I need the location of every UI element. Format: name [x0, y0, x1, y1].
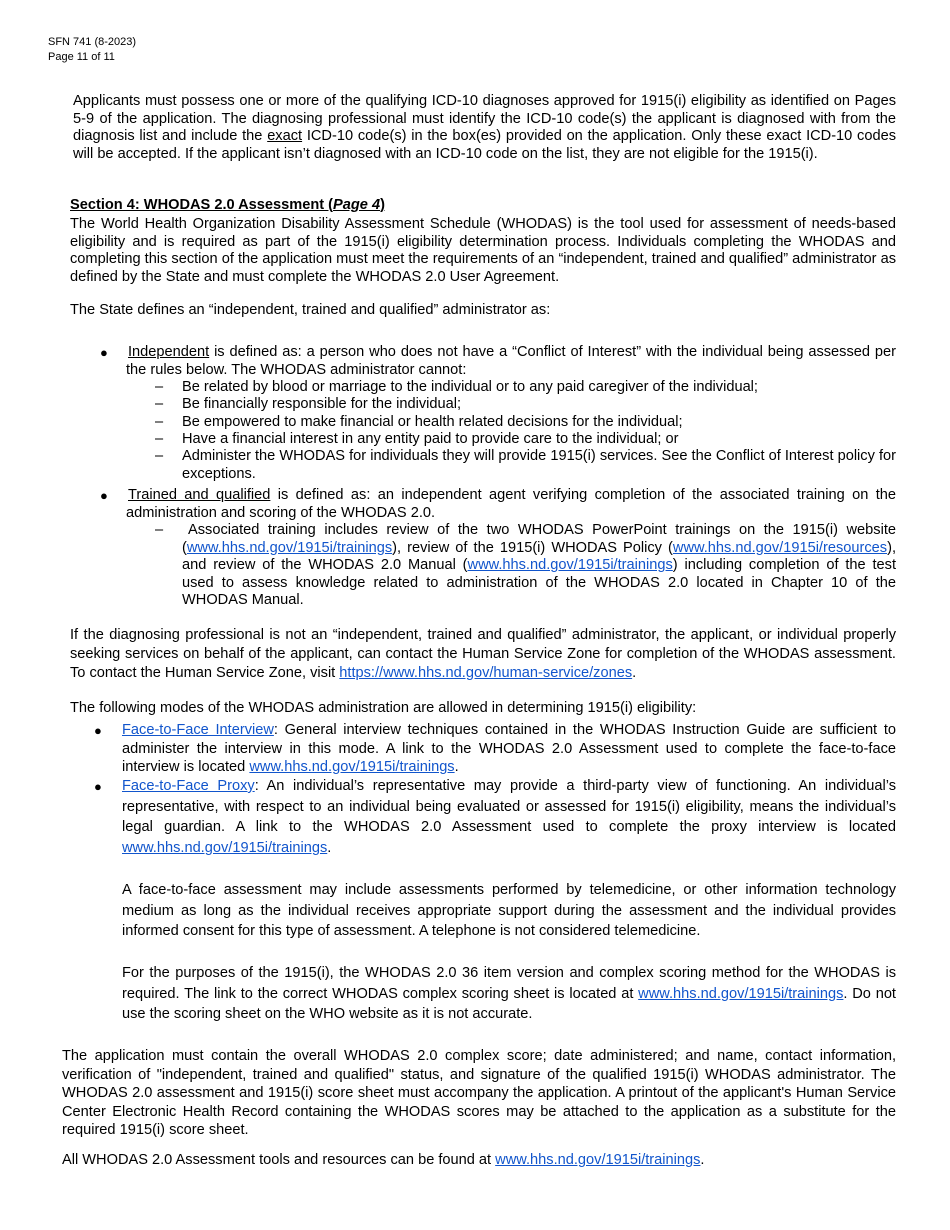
- trained-definition: Trained and qualified is defined as: an independent agent verifying completion of the associated training on the administration and scoring of the WHODAS 2.0.: [126, 487, 896, 521]
- face-to-face-proxy-item: Face-to-Face Proxy: An individual’s representative may provide a third-party view of functioning. An individual’s representative, with respect to an individual being evaluated or assessed for 1915(i) eligibility, means the individual’s legal guardian. A link to the WHODAS 2.0 Assessment used to complete the proxy interview is located www.hhs.nd.gov/1915i/trainings.: [122, 778, 896, 856]
- bullet-icon: ●: [100, 345, 108, 360]
- dash-icon: –: [155, 396, 164, 412]
- resources-link[interactable]: www.hhs.nd.gov/1915i/resources: [672, 539, 888, 556]
- all-resources-link[interactable]: www.hhs.nd.gov/1915i/trainings: [495, 1152, 701, 1168]
- icd10-paragraph: Applicants must possess one or more of the qualifying ICD-10 diagnoses approved for 1915(i) eligibility as identified on Pages 5-9 of the application. The diagnosing professional must identify the ICD-10 code(s) the applicant is diagnosed with from the diagnosis list and include the exact ICD-10 code(s) in the box(es) provided on the application. Only these exact ICD-10 codes will be accepted. If the applicant isn’t diagnosed with an ICD-10 code on the list, they are not eligible for the 1915(i).: [73, 93, 896, 162]
- face-to-face-interview-link[interactable]: Face-to-Face Interview: [122, 722, 274, 738]
- f2f-trainings-link[interactable]: www.hhs.nd.gov/1915i/trainings: [249, 759, 455, 775]
- page-number: Page 11 of 11: [48, 51, 115, 63]
- telemedicine-paragraph: A face-to-face assessment may include assessments performed by telemedicine, or other information technology medium as long as the individual receives appropriate support during the assessment and the individual provides informed consent for this type of assessment. A telephone is not considered telemedicine.: [122, 882, 896, 940]
- form-id: SFN 741 (8-2023): [48, 36, 137, 48]
- scoring-sheet-link[interactable]: www.hhs.nd.gov/1915i/trainings: [638, 985, 844, 1002]
- bullet-icon: ●: [94, 779, 102, 794]
- face-to-face-interview-item: Face-to-Face Interview: General interview techniques contained in the WHODAS Instruction Guide are sufficient to administer the interview in this mode. A link to the WHODAS 2.0 Assessment used to complete the face-to-face interview is located www.hhs.nd.gov/1915i/trainings.: [122, 722, 896, 775]
- dash-icon: –: [155, 379, 164, 395]
- rule-item: Administer the WHODAS for individuals they will provide 1915(i) services. See the Conflict of Interest policy for exceptions.: [182, 448, 896, 482]
- independent-definition: Independent is defined as: a person who does not have a “Conflict of Interest” with the individual being assessed per the rules below. The WHODAS administrator cannot:: [126, 344, 896, 378]
- trainings-link[interactable]: www.hhs.nd.gov/1915i/trainings: [186, 539, 393, 556]
- form-header: [48, 35, 136, 65]
- dash-icon: –: [155, 522, 164, 538]
- application-requirements-paragraph: The application must contain the overall WHODAS 2.0 complex score; date administered; and name, contact information, verification of "independent, trained and qualified" status, and signature of the qualified 1915(i) WHODAS administrator. The WHODAS 2.0 assessment and 1915(i) score sheet must accompany the application. A printout of the applicant's Human Service Center Electronic Health Record containing the WHODAS scores may be attached to the application as a substitute for the required 1915(i) score sheet.: [62, 1048, 896, 1139]
- state-defines-text: The State defines an “independent, trained and qualified” administrator as:: [70, 302, 551, 318]
- human-service-zones-link[interactable]: https://www.hhs.nd.gov/human-service/zones: [339, 664, 633, 681]
- dash-icon: –: [155, 448, 164, 464]
- exact-emphasis: exact: [267, 128, 303, 145]
- rule-item: Have a financial interest in any entity paid to provide care to the individual; or: [182, 431, 679, 447]
- face-to-face-proxy-link[interactable]: Face-to-Face Proxy: [122, 778, 255, 794]
- dash-icon: –: [155, 431, 164, 447]
- whodas-description: The World Health Organization Disability Assessment Schedule (WHODAS) is the tool used for assessment of needs-based eligibility and is required as part of the 1915(i) eligibility determination process. Individuals completing the WHODAS and completing this section of the application must meet the requirements of an “independent, trained and qualified” administrator as defined by the State and must complete the WHODAS 2.0 User Agreement.: [70, 216, 896, 285]
- resources-paragraph: All WHODAS 2.0 Assessment tools and resources can be found at www.hhs.nd.gov/1915i/trainings.: [62, 1152, 705, 1168]
- human-service-zone-paragraph: If the diagnosing professional is not an “independent, trained and qualified” administrator, the applicant, or individual properly seeking services on behalf of the applicant, can contact the Human Service Zone for completion of the WHODAS assessment. To contact the Human Service Zone, visit https://www.hhs.nd.gov/human-service/zones.: [70, 627, 896, 681]
- scoring-paragraph: For the purposes of the 1915(i), the WHODAS 2.0 36 item version and complex scoring method for the WHODAS is required. The link to the correct WHODAS complex scoring sheet is located at www.hhs.nd.gov/1915i/trainings. Do not use the scoring sheet on the WHO website as it is not accurate.: [122, 965, 896, 1023]
- rule-item: Be financially responsible for the individual;: [182, 396, 462, 412]
- manual-link[interactable]: www.hhs.nd.gov/1915i/trainings: [467, 557, 673, 574]
- modes-intro: The following modes of the WHODAS administration are allowed in determining 1915(i) eligibility:: [70, 700, 697, 716]
- bullet-icon: ●: [94, 723, 102, 738]
- proxy-trainings-link[interactable]: www.hhs.nd.gov/1915i/trainings: [122, 839, 328, 856]
- associated-training: Associated training includes review of the two WHODAS PowerPoint trainings on the 1915(i) website (www.hhs.nd.gov/1915i/trainings), review of the 1915(i) WHODAS Policy (www.hhs.nd.gov/1915i/resources), and review of the WHODAS 2.0 Manual (www.hhs.nd.gov/1915i/trainings) including completion of the test used to assess knowledge related to administration of the WHODAS 2.0 located in Chapter 10 of the WHODAS Manual.: [182, 522, 896, 609]
- rule-item: Be empowered to make financial or health related decisions for the individual;: [182, 414, 683, 430]
- section-4-title: Section 4: WHODAS 2.0 Assessment (Page 4): [70, 197, 385, 213]
- rule-item: Be related by blood or marriage to the individual or to any paid caregiver of the individual;: [182, 379, 758, 395]
- dash-icon: –: [155, 414, 164, 430]
- bullet-icon: ●: [100, 488, 108, 503]
